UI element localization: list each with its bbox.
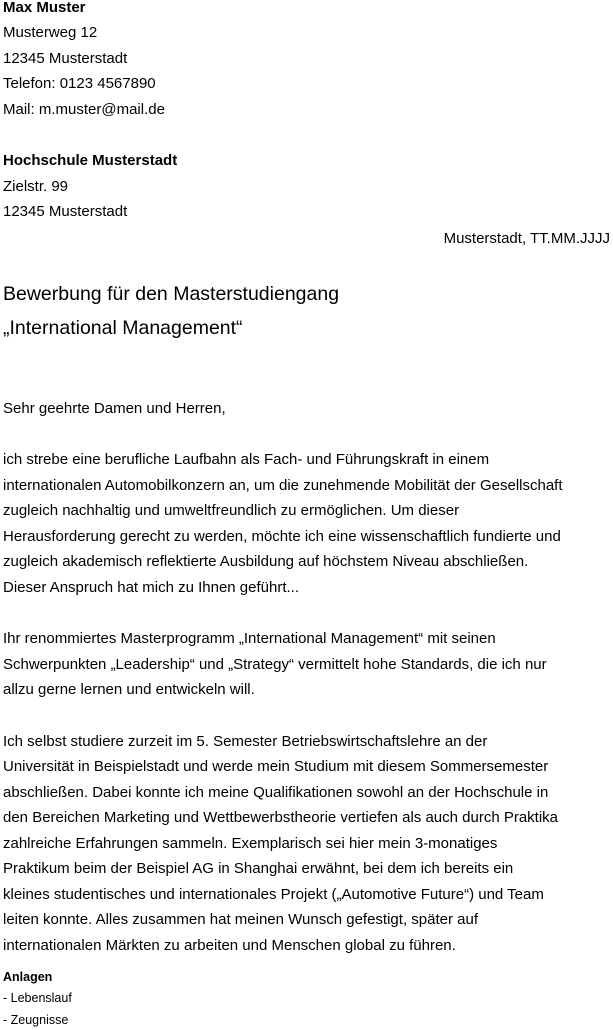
paragraph-1-line: zugleich nachhaltig und umweltfreundlich zu ermöglichen. Um dieser [3,502,460,519]
paragraph-2-line: Schwerpunkten „Leadership“ und „Strategy“ vermittelt hohe Standards, die ich nur [3,656,547,673]
salutation: Sehr geehrte Damen und Herren, [3,400,226,417]
recipient-city: 12345 Musterstadt [3,203,128,220]
attachment-item: - Zeugnisse [3,1013,69,1027]
letter-date: Musterstadt, TT.MM.JJJJ [443,230,610,247]
paragraph-1-line: ich strebe eine berufliche Laufbahn als Fach- und Führungskraft in einem [3,451,490,468]
paragraph-3-line: leiten konnte. Alles zusammen hat meinen Wunsch gefestigt, später auf [3,911,478,928]
sender-city: 12345 Musterstadt [3,50,128,67]
sender-mail: Mail: m.muster@mail.de [3,101,165,118]
sender-name: Max Muster [3,0,86,16]
paragraph-2-line: Ihr renommiertes Masterprogramm „International Management“ mit seinen [3,630,496,647]
paragraph-1-line: Herausforderung gerecht zu werden, möchte ich eine wissenschaftlich fundierte und [3,528,561,545]
attachments-heading: Anlagen [3,970,53,984]
paragraph-2-line: allzu gerne lernen und entwickeln will. [3,681,255,698]
sender-street: Musterweg 12 [3,24,98,41]
paragraph-3-line: abschließen. Dabei konnte ich meine Qualifikationen sowohl an der Hochschule in [3,784,549,801]
paragraph-3-line: internationalen Märkten zu arbeiten und Menschen global zu führen. [3,937,456,954]
recipient-street: Zielstr. 99 [3,178,69,195]
paragraph-3-line: Universität in Beispielstadt und werde mein Studium mit diesem Sommersemester [3,758,549,775]
subject-line-2: „International Management“ [3,317,243,339]
paragraph-3-line: den Bereichen Marketing und Wettbewerbstheorie vertiefen als auch durch Praktika [3,809,559,826]
subject-line-1: Bewerbung für den Masterstudiengang [3,283,340,305]
recipient-name: Hochschule Musterstadt [3,152,178,169]
paragraph-3-line: Ich selbst studiere zurzeit im 5. Semester Betriebswirtschaftslehre an der [3,733,488,750]
paragraph-3-line: Praktikum beim der Beispiel AG in Shanghai erwähnt, bei dem ich bereits ein [3,860,514,877]
paragraph-3-line: kleines studentisches und internationales Projekt („Automotive Future“) und Team [3,886,544,903]
paragraph-3-line: zahlreiche Erfahrungen sammeln. Exemplarisch sei hier mein 3-monatiges [3,835,498,852]
paragraph-1-line: Dieser Anspruch hat mich zu Ihnen geführt... [3,579,299,596]
paragraph-1-line: internationalen Automobilkonzern an, um die zunehmende Mobilität der Gesellschaft [3,477,563,494]
sender-phone: Telefon: 0123 4567890 [3,75,156,92]
paragraph-1-line: zugleich akademisch reflektierte Ausbildung auf höchstem Niveau abschließen. [3,553,529,570]
attachment-item: - Lebenslauf [3,991,72,1005]
